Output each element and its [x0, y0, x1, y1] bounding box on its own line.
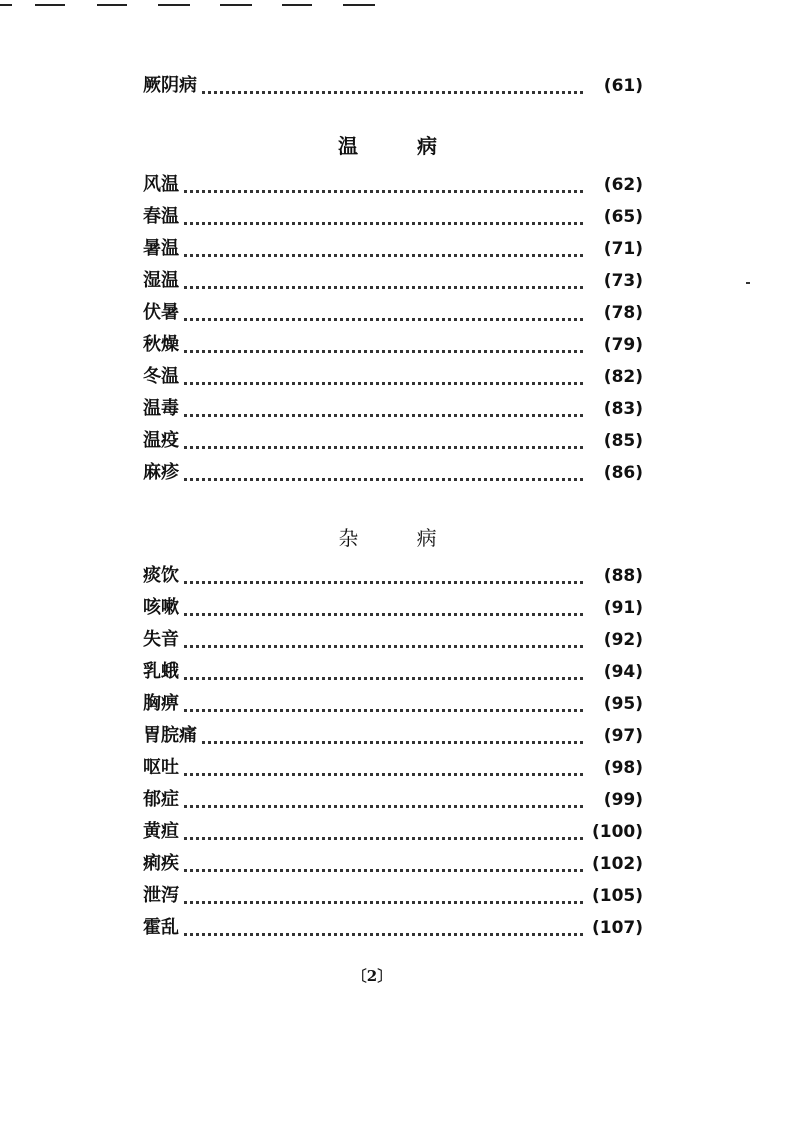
dot-leader [173, 222, 583, 225]
toc-entry-page: (94) [602, 656, 643, 688]
toc-entry [143, 656, 643, 688]
dot-leader [173, 741, 583, 744]
toc-entry-title: 风温 [143, 169, 181, 201]
section-heading-zabing: 杂 病 [338, 526, 463, 550]
dot-leader [173, 318, 583, 321]
dot-leader [173, 613, 583, 616]
toc-entry-page: (83) [602, 393, 643, 425]
toc-entry [143, 265, 643, 297]
toc-entry-title: 温疫 [143, 425, 181, 457]
toc-entry-title: 乳蛾 [143, 656, 181, 688]
toc-entry-title: 胃脘痛 [143, 720, 199, 752]
dot-leader [173, 581, 583, 584]
toc-entry [143, 201, 643, 233]
toc-entry-page: (97) [602, 720, 643, 752]
toc-entry-page: (85) [602, 425, 643, 457]
dot-leader [173, 478, 583, 481]
toc-entry-title: 胸痹 [143, 688, 181, 720]
toc-entry-page: (95) [602, 688, 643, 720]
dot-leader [173, 645, 583, 648]
toc-entry-page: (86) [602, 457, 643, 489]
toc-entry-title: 麻疹 [143, 457, 181, 489]
toc-entry [143, 592, 643, 624]
dot-leader [173, 382, 583, 385]
toc-entry [143, 752, 643, 784]
toc-entry [143, 70, 643, 102]
dot-leader [173, 773, 583, 776]
toc-entry [143, 233, 643, 265]
toc-entry [143, 297, 643, 329]
toc-entry [143, 720, 643, 752]
toc-entry-page: (98) [602, 752, 643, 784]
toc-entry-page: (61) [602, 70, 643, 102]
toc-entry-title: 失音 [143, 624, 181, 656]
toc-entry-title: 冬温 [143, 361, 181, 393]
toc-entry [143, 457, 643, 489]
toc-entry [143, 393, 643, 425]
toc-entry-page: (73) [602, 265, 643, 297]
toc-entry [143, 361, 643, 393]
toc-entry [143, 560, 643, 592]
toc-entry-title: 伏暑 [143, 297, 181, 329]
toc-entry-title: 泄泻 [143, 880, 181, 912]
dot-leader [173, 286, 583, 289]
dot-leader [173, 91, 583, 94]
toc-entry-page: (65) [602, 201, 643, 233]
toc-entry [143, 329, 643, 361]
toc-entry [143, 848, 643, 880]
toc-entry-title: 痰饮 [143, 560, 181, 592]
toc-entry-page: (102) [590, 848, 643, 880]
toc-entry-page: (105) [590, 880, 643, 912]
page-number: 〔2〕 [351, 967, 393, 985]
toc-entry [143, 816, 643, 848]
toc-entry-page: (71) [602, 233, 643, 265]
toc-entry-title: 温毒 [143, 393, 181, 425]
toc-entry [143, 912, 643, 944]
toc-group-top [143, 70, 643, 102]
toc-entry [143, 688, 643, 720]
toc-entry [143, 880, 643, 912]
toc-entry-page: (100) [590, 816, 643, 848]
toc-entry [143, 169, 643, 201]
toc-entry-page: (79) [602, 329, 643, 361]
toc-entry [143, 784, 643, 816]
toc-entry-page: (92) [602, 624, 643, 656]
toc-entry [143, 425, 643, 457]
toc-entry-title: 呕吐 [143, 752, 181, 784]
margin-speck [746, 282, 750, 284]
toc-entry-page: (82) [602, 361, 643, 393]
toc-entry-page: (107) [590, 912, 643, 944]
toc-entry-title: 咳嗽 [143, 592, 181, 624]
section-heading-wenbing: 温 病 [338, 134, 463, 158]
toc-entry-title: 暑温 [143, 233, 181, 265]
toc-entry-title: 霍乱 [143, 912, 181, 944]
dot-leader [173, 805, 583, 808]
toc-entry-title: 厥阴病 [143, 70, 199, 102]
dot-leader [173, 837, 583, 840]
dot-leader [173, 350, 583, 353]
dot-leader [173, 446, 583, 449]
dot-leader [173, 901, 583, 904]
toc-group-wenbing [143, 169, 643, 489]
dot-leader [173, 709, 583, 712]
toc-entry [143, 624, 643, 656]
dot-leader [173, 677, 583, 680]
dot-leader [173, 414, 583, 417]
toc-entry-page: (91) [602, 592, 643, 624]
toc-entry-title: 痢疾 [143, 848, 181, 880]
toc-entry-page: (78) [602, 297, 643, 329]
dot-leader [173, 933, 583, 936]
toc-entry-page: (88) [602, 560, 643, 592]
toc-entry-title: 郁症 [143, 784, 181, 816]
dot-leader [173, 254, 583, 257]
toc-entry-page: (62) [602, 169, 643, 201]
toc-entry-title: 湿温 [143, 265, 181, 297]
top-rule-fragments [0, 0, 380, 8]
toc-entry-title: 春温 [143, 201, 181, 233]
toc-entry-title: 黄疸 [143, 816, 181, 848]
toc-entry-title: 秋燥 [143, 329, 181, 361]
toc-group-zabing [143, 560, 643, 944]
toc-entry-page: (99) [602, 784, 643, 816]
dot-leader [173, 869, 583, 872]
dot-leader [173, 190, 583, 193]
